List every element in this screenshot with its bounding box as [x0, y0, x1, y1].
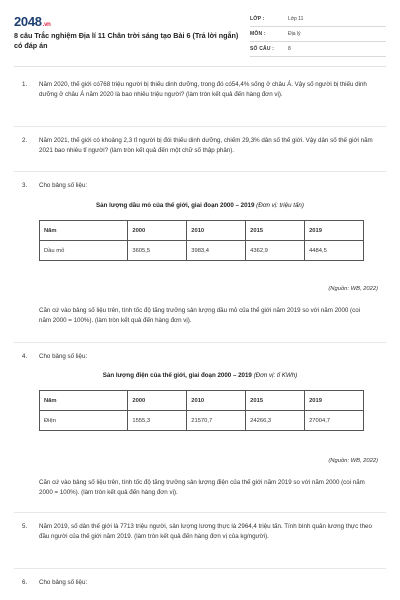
question-number: 3.: [22, 182, 28, 189]
data-table-electricity: [39, 390, 364, 431]
table-cell: Dầu mỏ: [40, 241, 128, 261]
meta-label: MÔN :: [250, 31, 266, 37]
table-row: [40, 411, 364, 431]
table-cell: Điện: [40, 411, 128, 431]
table-cell: 2010: [187, 391, 246, 411]
table-cell: 2019: [305, 221, 364, 241]
table-source: (Nguồn: WB, 2022): [328, 458, 378, 464]
table-unit: (Đơn vị: triệu tấn): [256, 202, 304, 209]
table-cell: 3983,4: [187, 241, 246, 261]
meta-label: LỚP :: [250, 16, 265, 22]
question-text: Năm 2021, thế giới có khoảng 2,3 tỉ người bị đói thiếu dinh dưỡng, chiếm 29,3% dân số thế giới. Vậy dân số thế giới năm 2021 bao nhiêu tỉ người? (làm tròn kết quả đến một chữ số thập phân).: [39, 137, 373, 154]
table-unit: (Đơn vị: tỉ KWh): [253, 372, 298, 379]
question-number: 6.: [22, 579, 28, 586]
table-title-text: Sản lượng điện của thế giới, giai đoạn 2000 – 2019: [102, 372, 252, 379]
table-cell: 27004,7: [305, 411, 364, 431]
question-text: Năm 2019, số dân thế giới là 7713 triệu người, sản lượng lương thực là 2964,4 triệu tấn. Tính bình quân lương thực theo đầu người của thế giới năm 2019. (làm tròn kết quả đến hàng đơn vị của kg/người).: [39, 523, 372, 540]
meta-box: [250, 12, 386, 57]
table-cell: 2015: [246, 221, 305, 241]
meta-value: Lớp 11: [288, 16, 304, 22]
table-cell: 21570,7: [187, 411, 246, 431]
meta-value: Địa lý: [288, 31, 301, 37]
table-cell: Năm: [40, 391, 128, 411]
table-title: [14, 202, 386, 209]
question-number: 5.: [22, 523, 28, 530]
question-divider: [14, 126, 386, 127]
question-text: Năm 2020, thế giới có768 triệu người bị thiếu dinh dưỡng, trong đó có54,4% sống ở châu Á. Vậy số người bị thiếu dinh dưỡng ở châu Á năm 2020 là bao nhiêu triệu người? (làm tròn kết quả đến hàng đơn vị).: [39, 81, 367, 98]
meta-row-count: [250, 42, 386, 57]
table-title: [14, 372, 386, 379]
table-cell: 2000: [128, 221, 187, 241]
meta-label: SỐ CÂU :: [250, 46, 275, 52]
table-cell: 2000: [128, 391, 187, 411]
question-text: Cho bảng số liệu:: [39, 182, 88, 189]
logo-text: 2048: [14, 14, 42, 29]
table-header-row: [40, 391, 364, 411]
question-text: Căn cứ vào bảng số liệu trên, tính tốc độ tăng trưởng sản lượng điện của thế giới năm 2019 so với năm 2000 (coi năm 2000 = 100%). (làm tròn kết quả đến hàng đơn vị).: [39, 479, 365, 496]
table-row: [40, 241, 364, 261]
question-divider: [14, 512, 386, 513]
question-text: Cho bảng số liệu:: [39, 579, 88, 586]
table-cell: Năm: [40, 221, 128, 241]
table-header-row: [40, 221, 364, 241]
data-table-oil: [39, 220, 364, 261]
meta-value: 8: [288, 46, 291, 52]
table-cell: 24266,3: [246, 411, 305, 431]
site-logo[interactable]: [14, 14, 51, 29]
meta-row-subject: [250, 27, 386, 42]
document-title: 8 câu Trắc nghiệm Địa lí 11 Chân trời sáng tạo Bài 6 (Trả lời ngắn) có đáp án: [14, 31, 239, 50]
table-cell: 2015: [246, 391, 305, 411]
header-divider: [14, 66, 386, 67]
question-divider: [14, 342, 386, 343]
table-cell: 3605,5: [128, 241, 187, 261]
question-number: 4.: [22, 353, 28, 360]
question-divider: [14, 568, 386, 569]
meta-row-class: [250, 12, 386, 27]
question-text: Căn cứ vào bảng số liệu trên, tính tốc độ tăng trưởng sản lượng dầu mỏ của thế giới năm 2019 so với năm 2000 (coi năm 2000 = 100%). (làm tròn kết quả đến hàng đơn vị).: [39, 307, 361, 324]
question-text: Cho bảng số liệu:: [39, 353, 88, 360]
question-number: 2.: [22, 137, 28, 144]
table-title-text: Sản lượng dầu mỏ của thế giới, giai đoạn 2000 – 2019: [96, 202, 255, 209]
table-cell: 4484,5: [305, 241, 364, 261]
table-cell: 4362,9: [246, 241, 305, 261]
table-cell: 1555,3: [128, 411, 187, 431]
logo-suffix: .vn: [42, 22, 51, 28]
table-source: (Nguồn: WB, 2022): [328, 286, 378, 292]
question-divider: [14, 171, 386, 172]
table-cell: 2019: [305, 391, 364, 411]
question-number: 1.: [22, 81, 28, 88]
document-header: [14, 12, 386, 60]
table-cell: 2010: [187, 221, 246, 241]
